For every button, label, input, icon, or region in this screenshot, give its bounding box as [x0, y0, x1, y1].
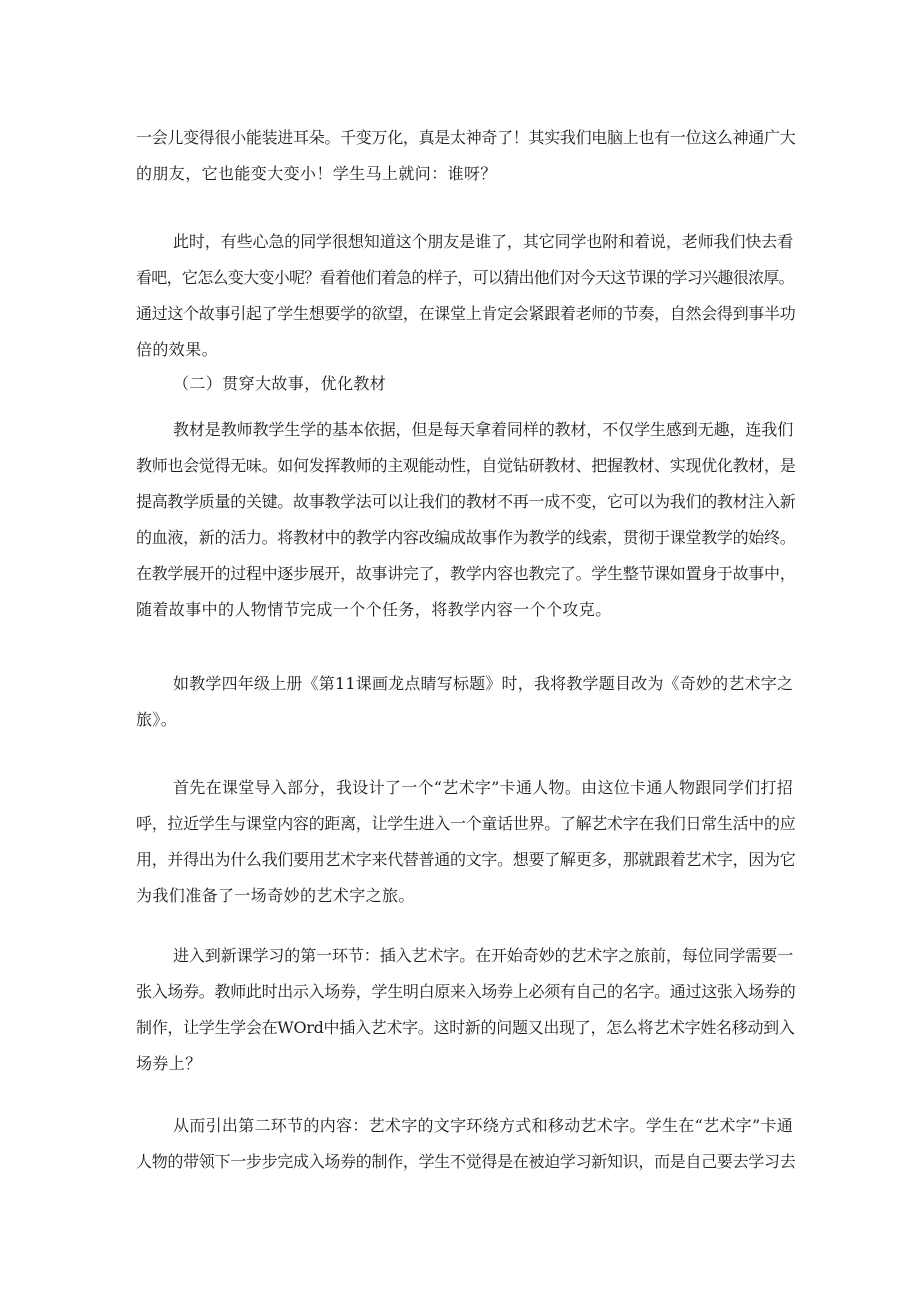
paragraph-introduction [136, 770, 796, 914]
text-line: 此时，有些心急的同学很想知道这个朋友是谁了，其它同学也附和着说，老师我们快去看 [173, 232, 794, 251]
text-line: 从而引出第二环节的内容：艺术字的文字环绕方式和移动艺术字。学生在“艺术字”卡通 [173, 1116, 794, 1135]
text-line: 为我们准备了一场奇妙的艺术字之旅。 [136, 886, 415, 905]
text-line: 呼，拉近学生与课堂内容的距离，让学生进入一个童话世界。了解艺术字在我们日常生活中的应 [136, 814, 796, 833]
paragraph-second-step [136, 1108, 796, 1180]
paragraph-continued-story [136, 120, 796, 192]
text-line: 人物的带领下一步步完成入场券的制作，学生不觉得是在被迫学习新知识，而是自己要去学习去 [136, 1152, 796, 1171]
text-line: 随着故事中的人物情节完成一个个任务，将教学内容一个个攻克。 [136, 600, 612, 619]
text-line: 张入场券。教师此时出示入场券，学生明白原来入场券上必须有自己的名字。通过这张入场券的 [136, 982, 796, 1001]
paragraph-curious-students [136, 224, 796, 368]
text-line: 制作，让学生学会在WOrd中插入艺术字。这时新的问题又出现了，怎么将艺术字姓名移动到入 [136, 1018, 795, 1037]
text-line: 在教学展开的过程中逐步展开，故事讲完了，教学内容也教完了。学生整节课如置身于故事中， [136, 564, 796, 583]
paragraph-textbook [136, 412, 796, 628]
text-line: 一会儿变得很小能装进耳朵。千变万化，真是太神奇了！其实我们电脑上也有一位这么神通广大 [136, 128, 796, 147]
text-line: 提高教学质量的关键。故事教学法可以让我们的教材不再一成不变，它可以为我们的教材注入新 [136, 492, 796, 511]
paragraph-example-lesson [136, 666, 796, 738]
text-line: 场券上？ [136, 1054, 202, 1073]
text-line: 教师也会觉得无味。如何发挥教师的主观能动性，自觉钻研教材、把握教材、实现优化教材，是 [136, 456, 796, 475]
text-line: 教材是教师教学生学的基本依据，但是每天拿着同样的教材，不仅学生感到无趣，连我们 [173, 420, 794, 439]
text-line: 倍的效果。 [136, 340, 219, 359]
text-line: 用，并得出为什么我们要用艺术字来代替普通的文字。想要了解更多，那就跟着艺术字，因为它 [136, 850, 796, 869]
text-line: 首先在课堂导入部分，我设计了一个“艺术字”卡通人物。由这位卡通人物跟同学们打招 [173, 778, 794, 797]
text-line: 的血液，新的活力。将教材中的教学内容改编成故事作为教学的线索，贯彻于课堂教学的始终。 [136, 528, 796, 547]
text-line: 的朋友，它也能变大变小！学生马上就问：谁呀？ [136, 164, 497, 183]
text-line: 看吧，它怎么变大变小呢？看着他们着急的样子，可以猜出他们对今天这节课的学习兴趣很浓厚。 [136, 268, 794, 287]
section-heading-text: （二）贯穿大故事，优化教材 [173, 374, 387, 393]
text-line: 旅》。 [136, 710, 178, 729]
text-line: 如教学四年级上册《第11课画龙点睛写标题》时，我将教学题目改为《奇妙的艺术字之 [173, 674, 794, 693]
paragraph-first-step [136, 938, 796, 1082]
section-heading [136, 366, 796, 402]
text-line: 进入到新课学习的第一环节：插入艺术字。在开始奇妙的艺术字之旅前，每位同学需要一 [173, 946, 794, 965]
text-line: 通过这个故事引起了学生想要学的欲望，在课堂上肯定会紧跟着老师的节奏，自然会得到事半功 [136, 304, 796, 323]
